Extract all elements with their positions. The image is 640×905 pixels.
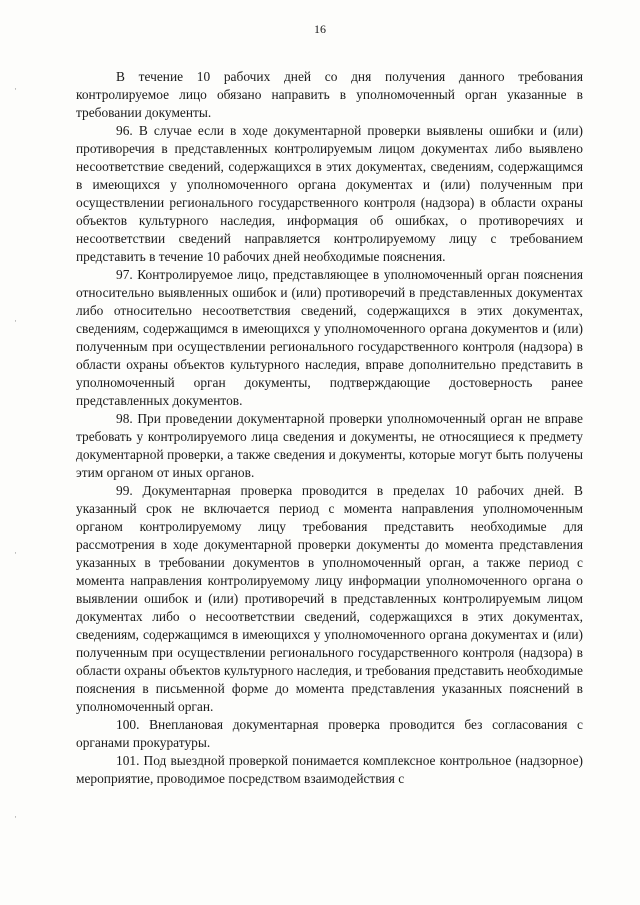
paragraph-continuation: В течение 10 рабочих дней со дня получения данного требования контролируемое лицо обязано направить в уполномоченный орган указанные в требовании документы. xyxy=(76,69,583,120)
paragraph-97: 97. Контролируемое лицо, представляющее в уполномоченный орган пояснения относительно выявленных ошибок и (или) противоречий в представленных документах либо относительно несоответствия сведений, содержащихся в этих документах, сведениям, содержащимся в имеющихся у уполномоченного органа документов и (или) полученным при осуществлении регионального государственного контроля (надзора) в области охраны объектов культурного наследия, вправе дополнительно представить в уполномоченный орган документы, подтверждающие достоверность ранее представленных документов. xyxy=(76,267,583,408)
paragraph-101: 101. Под выездной проверкой понимается комплексное контрольное (надзорное) мероприятие, проводимое посредством взаимодействия с xyxy=(76,753,583,786)
document-body xyxy=(76,68,583,788)
margin-mark: · xyxy=(14,316,17,326)
paragraph-98: 98. При проведении документарной проверки уполномоченный орган не вправе требовать у контролируемого лица сведения и документы, не относящиеся к предмету документарной проверки, а также сведения и документы, которые могут быть получены этим органом от иных органов. xyxy=(76,411,583,480)
paragraph-96: 96. В случае если в ходе документарной проверки выявлены ошибки и (или) противоречия в представленных контролируемым лицом документах либо выявлено несоответствие сведений, содержащихся в этих документах, сведениям, содержащимся в имеющихся у уполномоченного органа документах и (или) полученным при осуществлении регионального государственного контроля (надзора) в области охраны объектов культурного наследия, информация об ошибках, о противоречиях и несоответствии сведений направляется контролируемому лицу с требованием представить в течение 10 рабочих дней необходимые пояснения. xyxy=(76,123,583,264)
paragraph-99: 99. Документарная проверка проводится в пределах 10 рабочих дней. В указанный срок не включается период с момента направления уполномоченным органом контролируемому лицу требования представить необходимые для рассмотрения в ходе документарной проверки документы до момента представления указанных в требовании документов в уполномоченный орган, а также период с момента направления контролируемому лицу информации уполномоченного органа о выявлении ошибок и (или) противоречий в представленных контролируемым лицом документах либо о несоответствии сведений, содержащихся в этих документах, сведениям, содержащимся в имеющихся у уполномоченного органа документах и (или) полученным при осуществлении регионального государственного контроля (надзора) в области охраны объектов культурного наследия, и требования представить необходимые пояснения в письменной форме до момента представления указанных пояснений в уполномоченный орган. xyxy=(76,483,583,714)
paragraph-100: 100. Внеплановая документарная проверка проводится без согласования с органами прокуратуры. xyxy=(76,717,583,750)
margin-mark: · xyxy=(14,548,17,558)
margin-mark: · xyxy=(14,84,17,94)
margin-mark: · xyxy=(14,812,17,822)
page-number: 16 xyxy=(314,22,326,36)
